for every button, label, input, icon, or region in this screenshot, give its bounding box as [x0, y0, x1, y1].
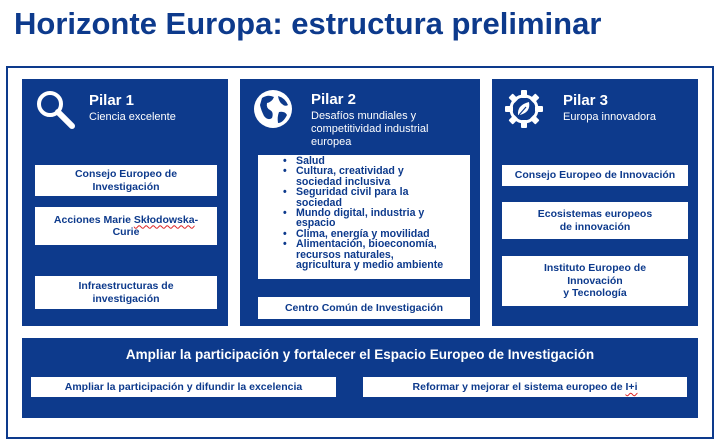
pillar-3-title: Pilar 3	[563, 92, 609, 109]
pillar-1-box-msca: Acciones Marie Skłodowska- Curie	[35, 207, 217, 245]
pillar-1-title: Pilar 1	[89, 92, 135, 109]
cluster-item: • Alimentación, bioeconomía, recursos naturales, agricultura y medio ambiente	[258, 239, 470, 270]
gear-leaf-icon	[503, 88, 545, 130]
pillar-2-box-jrc: Centro Común de Investigación	[258, 297, 470, 319]
cluster-item: • Clima, energía y movilidad	[258, 229, 470, 239]
pillar-3-box-eit: Instituto Europeo de Innovación y Tecnología	[502, 256, 688, 306]
era-box-reform-acronym: I+i	[625, 380, 638, 393]
pillar-2-clusters-box	[258, 155, 470, 279]
pillar-1-box-infra: Infraestructuras de investigación	[35, 276, 217, 309]
era-title: Ampliar la participación y fortalecer el Espacio Europeo de Investigación	[125, 347, 595, 362]
pillar-3-box-ecosystems: Ecosistemas europeos de innovación	[502, 202, 688, 239]
pillar-3-box-eic: Consejo Europeo de Innovación	[502, 165, 688, 186]
era-box-reform: Reformar y mejorar el sistema europeo de I+i	[363, 377, 687, 397]
pillar-3-subtitle: Europa innovadora	[563, 111, 656, 123]
page-title: Horizonte Europa: estructura preliminar	[14, 6, 602, 41]
pillar-1-subtitle: Ciencia excelente	[89, 111, 176, 123]
pillar-2-title: Pilar 2	[311, 91, 357, 108]
cluster-item: • Cultura, creatividad y sociedad inclusiva	[258, 166, 470, 187]
pillar-1-box-erc: Consejo Europeo de Investigación	[35, 165, 217, 196]
magnifier-icon	[34, 88, 76, 130]
era-box-widening: Ampliar la participación y difundir la excelencia	[31, 377, 336, 397]
cluster-item: • Mundo digital, industria y espacio	[258, 208, 470, 229]
cluster-item: • Seguridad civil para la sociedad	[258, 187, 470, 208]
globe-icon	[252, 88, 294, 130]
cluster-item: • Salud	[258, 156, 470, 166]
pillar-2-subtitle: Desafíos mundiales y competitividad industrial europea	[311, 110, 429, 148]
pillar-1-box-msca-name: Skłodowska	[133, 213, 195, 226]
